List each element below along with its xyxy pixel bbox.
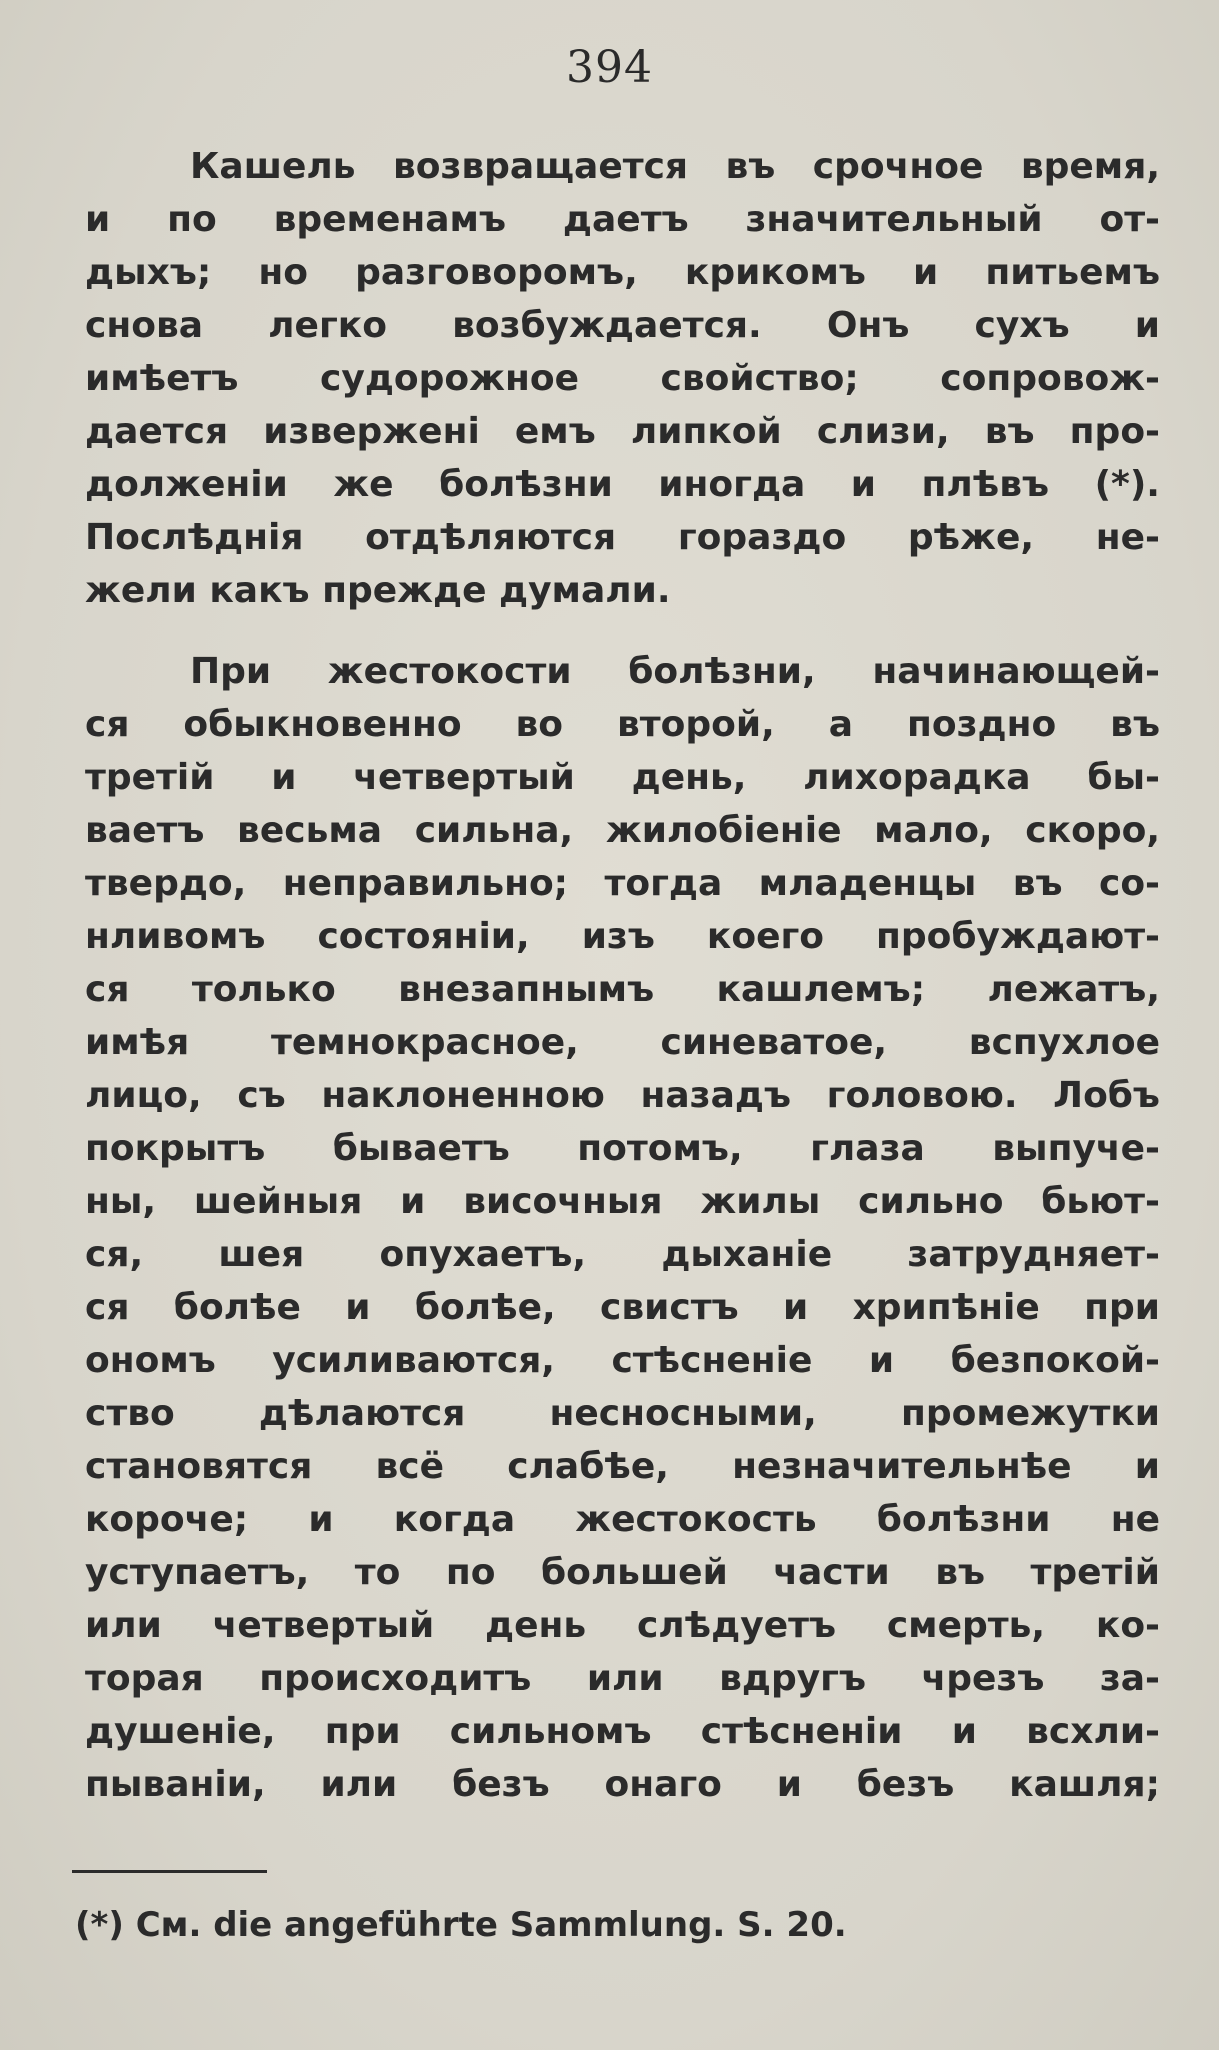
text-line: третій и четвертый день, лихорадка бы- — [85, 757, 1160, 798]
text-line: Кашель возвращается въ срочное время, — [190, 146, 1160, 187]
text-line: дыхъ; но разговоромъ, крикомъ и питьемъ — [85, 252, 1160, 293]
text-line: ны, шейныя и височныя жилы сильно бьют- — [85, 1181, 1160, 1222]
paragraph-1 — [85, 140, 1160, 617]
text-line: имѣя темнокрасное, синеватое, вспухлое — [85, 1022, 1160, 1063]
text-line: При жестокости болѣзни, начинающей- — [190, 651, 1160, 692]
text-line: ся болѣе и болѣе, свистъ и хрипѣніе при — [85, 1287, 1160, 1328]
page-number: 394 — [566, 42, 653, 93]
text-line: имѣетъ судорожное свойство; сопровож- — [85, 358, 1160, 399]
text-line: ваетъ весьма сильна, жилобіеніе мало, скоро, — [85, 810, 1160, 851]
text-line: ся только внезапнымъ кашлемъ; лежатъ, — [85, 969, 1160, 1010]
text-line: твердо, неправильно; тогда младенцы въ со- — [85, 863, 1160, 904]
text-line: жели какъ прежде думали. — [85, 570, 671, 611]
text-line: покрытъ бываетъ потомъ, глаза выпуче- — [85, 1128, 1160, 1169]
text-line: лицо, съ наклоненною назадъ головою. Лобъ — [85, 1075, 1160, 1116]
text-line: дается извержені емъ липкой слизи, въ про- — [85, 411, 1160, 452]
text-line: становятся всё слабѣе, незначительнѣе и — [85, 1446, 1160, 1487]
text-line: торая происходитъ или вдругъ чрезъ за- — [85, 1658, 1160, 1699]
text-line: или четвертый день слѣдуетъ смерть, ко- — [85, 1605, 1160, 1646]
text-line: нливомъ состояніи, изъ коего пробуждают- — [85, 916, 1160, 957]
paragraph-2 — [85, 645, 1160, 1811]
text-line: ся обыкновенно во второй, а поздно въ — [85, 704, 1160, 745]
text-line: короче; и когда жестокость болѣзни не — [85, 1499, 1160, 1540]
text-line: Послѣднія отдѣляются гораздо рѣже, не- — [85, 517, 1160, 558]
text-line: ся, шея опухаетъ, дыханіе затрудняет- — [85, 1234, 1160, 1275]
text-line: пываніи, или безъ онаго и безъ кашля; — [85, 1764, 1160, 1805]
footnote: (*) См. die angeführte Sammlung. S. 20. — [75, 1905, 847, 1945]
text-line: уступаетъ, то по большей части въ третій — [85, 1552, 1160, 1593]
text-line: ство дѣлаются несносными, промежутки — [85, 1393, 1160, 1434]
text-line: и по временамъ даетъ значительный от- — [85, 199, 1160, 240]
text-line: долженіи же болѣзни иногда и плѣвъ (*). — [85, 464, 1160, 505]
text-line: душеніе, при сильномъ стѣсненіи и всхли- — [85, 1711, 1160, 1752]
footnote-divider — [72, 1870, 267, 1873]
text-line: ономъ усиливаются, стѣсненіе и безпокой- — [85, 1340, 1160, 1381]
text-line: снова легко возбуждается. Онъ сухъ и — [85, 305, 1160, 346]
